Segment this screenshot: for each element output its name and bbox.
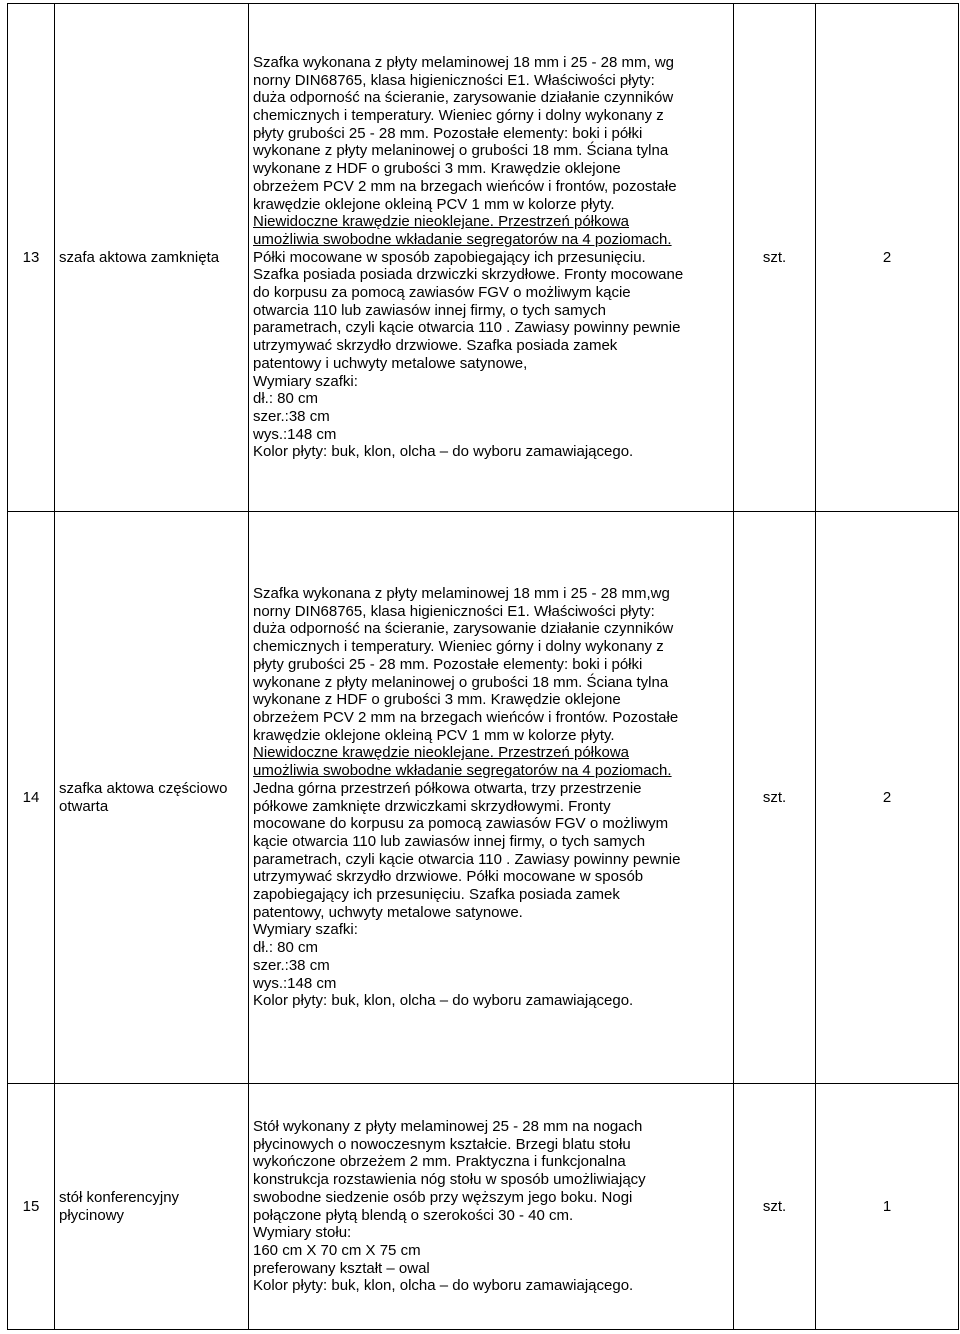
- description-line: wys.:148 cm: [253, 974, 337, 992]
- description-line: wykonane z płyty melaninowej o grubości 18 mm. Ściana tylna: [253, 142, 669, 160]
- description-line: półkowe zamknięte drzwiczkami skrzydłowymi. Fronty: [253, 797, 611, 815]
- description-line: duża odporność na ścieranie, zarysowanie działanie czynników: [253, 620, 674, 638]
- item-description: [249, 512, 734, 1084]
- item-name: stół konferencyjny płycinowy: [55, 1084, 249, 1330]
- description-line: krawędzie oklejone okleiną PCV 1 mm w kolorze płyty.: [253, 195, 615, 213]
- table-row: [8, 1084, 959, 1330]
- description-line: płyty grubości 25 - 28 mm. Pozostałe elementy: boki i półki: [253, 655, 643, 673]
- description-line: swobodne siedzenie osób przy węższym jego boku. Nogi: [253, 1188, 633, 1206]
- description-line: Szafka wykonana z płyty melaminowej 18 mm i 25 - 28 mm,wg: [253, 585, 670, 603]
- description-line: Niewidoczne krawędzie nieoklejane. Przestrzeń półkowa: [253, 744, 630, 762]
- item-quantity: 2: [816, 4, 959, 512]
- description-line: 160 cm X 70 cm X 75 cm: [253, 1241, 421, 1259]
- description-line: do korpusu za pomocą zawiasów FGV o możliwym kącie: [253, 284, 631, 302]
- table-row: [8, 4, 959, 512]
- description-line: płyty grubości 25 - 28 mm. Pozostałe elementy: boki i półki: [253, 124, 643, 142]
- description-line: dł.: 80 cm: [253, 390, 319, 408]
- description-line: konstrukcja rozstawienia nóg stołu w sposób umożliwiający: [253, 1171, 646, 1189]
- description-line: szer.:38 cm: [253, 407, 330, 425]
- description-line: Kolor płyty: buk, klon, olcha – do wyboru zamawiającego.: [253, 992, 634, 1010]
- description-line: Szafka posiada posiada drzwiczki skrzydłowe. Fronty mocowane: [253, 266, 684, 284]
- item-description: [249, 1084, 734, 1330]
- description-line: patentowy i uchwyty metalowe satynowe,: [253, 354, 528, 372]
- description-line: parametrach, czyli kącie otwarcia 110 . Zawiasy powinny pewnie: [253, 850, 681, 868]
- item-name: szafa aktowa zamknięta: [55, 4, 249, 512]
- description-line: patentowy, uchwyty metalowe satynowe.: [253, 903, 523, 921]
- description-line: płycinowych o nowoczesnym kształcie. Brzegi blatu stołu: [253, 1135, 631, 1153]
- description-line: Szafka wykonana z płyty melaminowej 18 mm i 25 - 28 mm, wg: [253, 53, 674, 71]
- description-line: Półki mocowane w sposób zapobiegający ich przesunięciu.: [253, 248, 646, 266]
- description-line: preferowany kształt – owal: [253, 1259, 430, 1277]
- item-number: 15: [8, 1084, 55, 1330]
- item-unit: szt.: [734, 512, 816, 1084]
- description-line: umożliwia swobodne wkładanie segregatorów na 4 poziomach.: [253, 762, 672, 780]
- item-unit: szt.: [734, 4, 816, 512]
- description-line: zapobiegający ich przesunięciu. Szafka posiada zamek: [253, 886, 620, 904]
- description-line: Niewidoczne krawędzie nieoklejane. Przestrzeń półkowa: [253, 213, 630, 231]
- item-quantity: 2: [816, 512, 959, 1084]
- specification-table: [7, 3, 959, 1330]
- description-line: wykonane z HDF o grubości 3 mm. Krawędzie oklejone: [253, 691, 621, 709]
- description-line: chemicznych i temperatury. Wieniec górny i dolny wykonany z: [253, 107, 664, 125]
- description-line: wys.:148 cm: [253, 425, 337, 443]
- description-line: wykończone obrzeżem 2 mm. Praktyczna i funkcjonalna: [253, 1153, 626, 1171]
- description-line: obrzeżem PCV 2 mm na brzegach wieńców i frontów, pozostałe: [253, 177, 677, 195]
- item-name: szafka aktowa częściowo otwarta: [55, 512, 249, 1084]
- description-line: norny DIN68765, klasa higieniczności E1. Właściwości płyty:: [253, 602, 655, 620]
- description-line: obrzeżem PCV 2 mm na brzegach wieńców i frontów. Pozostałe: [253, 708, 679, 726]
- item-number: 14: [8, 512, 55, 1084]
- description-line: Kolor płyty: buk, klon, olcha – do wyboru zamawiającego.: [253, 1277, 634, 1295]
- item-unit: szt.: [734, 1084, 816, 1330]
- item-number: 13: [8, 4, 55, 512]
- description-line: umożliwia swobodne wkładanie segregatorów na 4 poziomach.: [253, 230, 672, 248]
- description-line: szer.:38 cm: [253, 956, 330, 974]
- description-line: krawędzie oklejone okleiną PCV 1 mm w kolorze płyty.: [253, 726, 615, 744]
- table-row: [8, 512, 959, 1084]
- description-line: Jedna górna przestrzeń półkowa otwarta, trzy przestrzenie: [253, 779, 642, 797]
- description-line: Stół wykonany z płyty melaminowej 25 - 28 mm na nogach: [253, 1117, 643, 1135]
- description-line: kącie otwarcia 110 lub zawiasów innej firmy, o tych samych: [253, 832, 646, 850]
- description-line: norny DIN68765, klasa higieniczności E1. Właściwości płyty:: [253, 71, 655, 89]
- description-line: mocowane do korpusu za pomocą zawiasów FGV o możliwym: [253, 815, 669, 833]
- description-line: Kolor płyty: buk, klon, olcha – do wyboru zamawiającego.: [253, 443, 634, 461]
- item-quantity: 1: [816, 1084, 959, 1330]
- description-line: utrzymywać skrzydło drzwiowe. Szafka posiada zamek: [253, 337, 618, 355]
- description-line: Wymiary stołu:: [253, 1224, 352, 1242]
- description-line: utrzymywać skrzydło drzwiowe. Półki mocowane w sposób: [253, 868, 644, 886]
- item-description: [249, 4, 734, 512]
- description-line: wykonane z HDF o grubości 3 mm. Krawędzie oklejone: [253, 160, 621, 178]
- description-line: otwarcia 110 lub zawiasów innej firmy, o tych samych: [253, 301, 606, 319]
- description-line: Wymiary szafki:: [253, 372, 358, 390]
- description-line: parametrach, czyli kącie otwarcia 110 . Zawiasy powinny pewnie: [253, 319, 681, 337]
- description-line: wykonane z płyty melaninowej o grubości 18 mm. Ściana tylna: [253, 673, 669, 691]
- description-line: dł.: 80 cm: [253, 939, 319, 957]
- description-line: duża odporność na ścieranie, zarysowanie działanie czynników: [253, 89, 674, 107]
- description-line: połączone płytą blendą o szerokości 30 - 40 cm.: [253, 1206, 574, 1224]
- description-line: chemicznych i temperatury. Wieniec górny i dolny wykonany z: [253, 638, 664, 656]
- description-line: Wymiary szafki:: [253, 921, 358, 939]
